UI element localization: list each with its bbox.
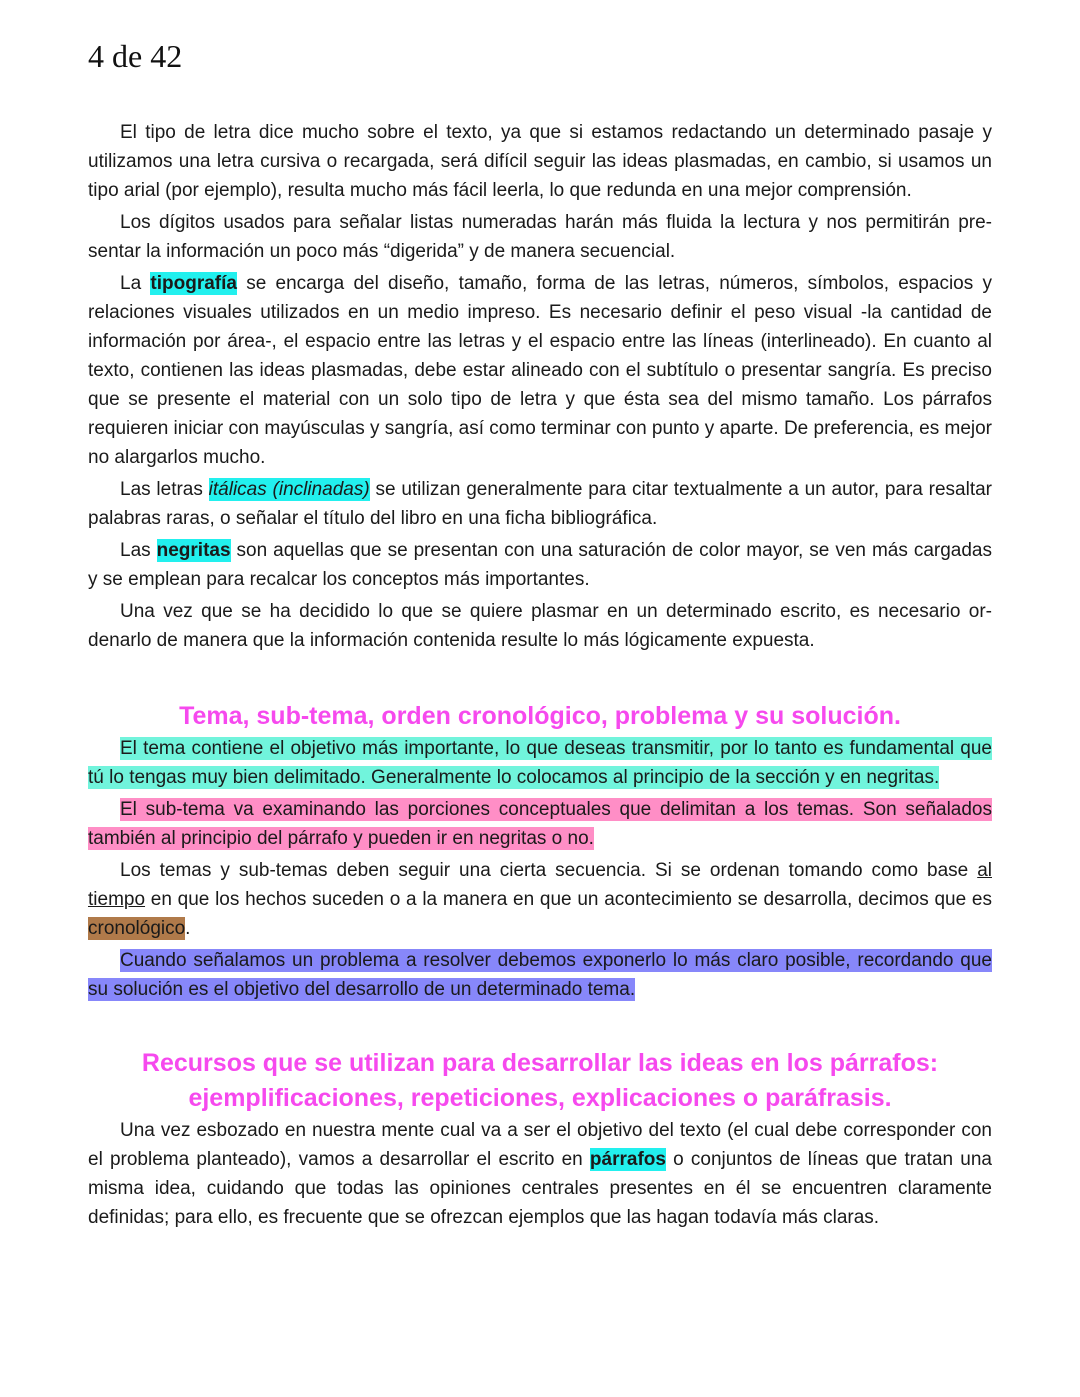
document-body [88,118,992,1235]
highlight-tipografia: tipografía [150,273,237,294]
text-run: o conjuntos de líneas que tratan una misma idea, cuidando que todas las opiniones centrales presentes en él se encuentren claramente definidas; para ello, es frecuente que se ofrezcan ejemplos que las hagan todavía más claras. [88,1149,992,1228]
paragraph-tipo-de-letra: El tipo de letra dice mucho sobre el texto, ya que si estamos redactando un determinado pasaje y utilizamos una letra cursiva o recargada, será difícil seguir las ideas plasmadas, en cambio, si usamos un tipo arial (por ejemplo), resulta mucho más fácil leerla, lo que redunda en una mejor comprensión. [88,122,992,201]
paragraph-subtema [88,795,992,853]
highlight-parrafos: párrafos [589,1149,666,1170]
text-run: La [120,273,151,294]
page-number: 4 de 42 [88,38,183,74]
section-heading-recursos [88,1046,992,1116]
paragraph-italicas [88,475,992,533]
paragraph-problema [88,946,992,1004]
highlight-tema-paragraph: El tema contiene el objetivo más importante, lo que deseas transmitir, por lo tanto es fundamental que tú lo tengas muy bien delimitado. Generalmente lo colocamos al principio de la sección y en negritas. [88,738,992,788]
highlight-cronologico: cronológico [88,918,186,939]
paragraph-parrafos [88,1116,992,1232]
heading-line-1: Recursos que se utilizan para desarrollar las ideas en los párrafos: [141,1049,939,1077]
text-run: son aquellas que se presentan con una saturación de color mayor, se ven más cargadas y se emplean para recalcar los conceptos más importantes. [88,540,992,590]
highlight-problema-paragraph: Cuando señalamos un problema a resolver debemos exponerlo lo más claro posible, recordando que su solución es el objetivo del desarrollo de un determinado tema. [88,950,992,1000]
paragraph-tema [88,734,992,792]
paragraph-negritas [88,536,992,594]
paragraph-secuencia [88,856,992,943]
paragraph-ordenar: Una vez que se ha decidido lo que se quiere plasmar en un determinado escrito, es necesario ordenarlo de manera que la información contenida resulte lo más lógicamente expuesta. [88,601,992,651]
highlight-italicas: itálicas (inclinadas) [208,479,370,500]
section-heading-tema: Tema, sub-tema, orden cronológico, problema y su solución. [179,702,901,730]
text-run: se encarga del diseño, tamaño, forma de las letras, números, símbolos, espacios y relaciones visuales utilizados en un medio impreso. Es necesario definir el peso visual -la cantidad de información por área-, el espacio entre las letras y el espacio entre las líneas (interlineado). En cuanto al texto, contienen las ideas plasmadas, debe estar alineado con el subtítulo o presentar sangría. Es preciso que se presente el material con un solo tipo de letra y que ésta sea del mismo tamaño. Los párrafos requieren iniciar con mayúsculas y sangría, así como terminar con punto y aparte. De preferencia, es mejor no alargarlos mucho. [88,273,992,468]
text-run: Los temas y sub-temas deben seguir una cierta secuencia. Si se ordenan tomando como base [120,860,978,881]
text-run: Las letras [120,479,209,500]
text-run: Las [120,540,157,561]
paragraph-tipografia [88,269,992,472]
underline-al-tiempo: al tiempo [88,860,992,910]
highlight-subtema-paragraph: El sub-tema va examinando las porciones conceptuales que delimitan a los temas. Son señalados también al principio del párrafo y pueden ir en negritas o no. [88,799,992,849]
text-run: . [185,918,191,939]
highlight-negritas: negritas [156,540,231,561]
text-run: se utilizan generalmente para citar textualmente a un autor, para resaltar palabras raras, o señalar el título del libro en una ficha bibliográfica. [88,479,993,529]
text-run: en que los hechos suceden o a la manera en que un acontecimiento se desarrolla, decimos que es [145,889,992,910]
paragraph-digitos: Los dígitos usados para señalar listas numeradas harán más fluida la lectura y nos permitirán presentar la información un poco más “digerida” y de manera secuencial. [88,212,992,262]
text-run: Una vez esbozado en nuestra mente cual va a ser el objetivo del texto (el cual debe corresponder con el problema planteado), vamos a desarrollar el escrito en [88,1120,992,1170]
heading-line-2: ejemplificaciones, repeticiones, explicaciones o paráfrasis. [188,1084,892,1112]
